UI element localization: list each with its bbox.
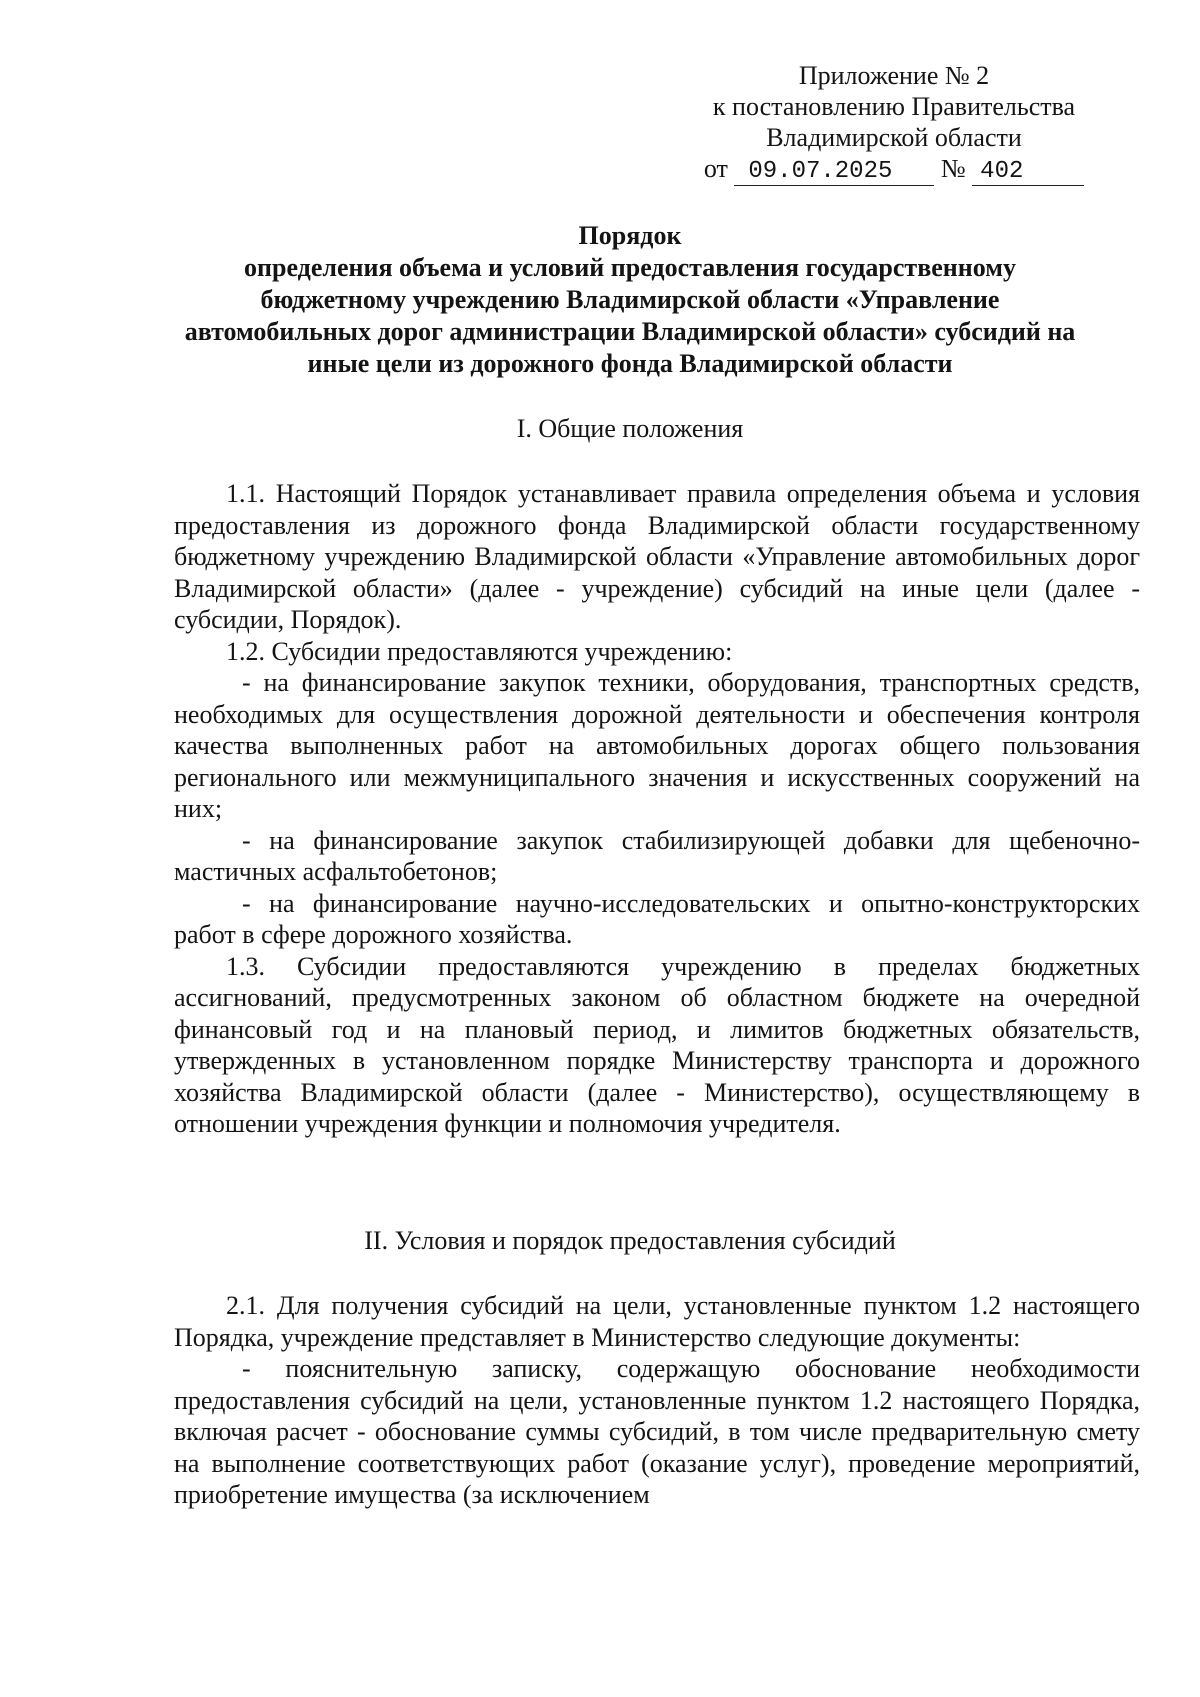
appendix-resolution-ref: к постановлению Правительства <box>712 92 1076 121</box>
paragraph-1-2: 1.2. Субсидии предоставляются учреждению: <box>226 636 733 666</box>
section-1-body <box>174 478 1140 1140</box>
resolution-date-number <box>684 153 1104 185</box>
appendix-title: Приложение № 2 <box>798 61 990 90</box>
paragraph-1-2-item-2: - на финансирование закупок стабилизирующей добавки для щебеночно-мастичных асфальтобетонов; <box>174 825 1140 886</box>
from-label: от <box>703 154 728 183</box>
section-1-heading: I. Общие положения <box>516 414 744 443</box>
title-line-5: иные цели из дорожного фонда Владимирской области <box>307 349 953 378</box>
resolution-date: 09.07.2025 <box>734 159 934 186</box>
paragraph-1-3: 1.3. Субсидии предоставляются учреждению в пределах бюджетных ассигнований, предусмотренных законом об областном бюджете на очередной финансовый год и на плановый период, и лимитов бюджетных обязательств, утвержденных в установленном порядке Министерству транспорта и дорожного хозяйства Владимирской области (далее - Министерство), осуществляющему в отношении учреждения функции и полномочия учредителя. <box>174 951 1140 1138</box>
document-title <box>160 220 1100 380</box>
paragraph-2-1-item-1: - пояснительную записку, содержащую обоснование необходимости предоставления субсидий на цели, установленные пунктом 1.2 настоящего Порядка, включая расчет - обоснование суммы субсидий, в том числе предварительную смету на выполнение соответствующих работ (оказание услуг), проведение мероприятий, приобретение имущества (за исключением <box>174 1354 1140 1509</box>
section-2-body <box>174 1290 1140 1511</box>
title-line-3: бюджетному учреждению Владимирской области «Управление <box>260 285 1000 314</box>
paragraph-1-1: 1.1. Настоящий Порядок устанавливает правила определения объема и условия предоставления из дорожного фонда Владимирской области государственному бюджетному учреждению Владимирской области «Управление автомобильных дорог Владимирской области» (далее - учреждение) субсидий на иные цели (далее - субсидии, Порядок). <box>174 479 1140 634</box>
appendix-region: Владимирской области <box>766 123 1022 152</box>
number-sign: № <box>940 154 966 183</box>
appendix-header <box>684 60 1104 185</box>
paragraph-2-1: 2.1. Для получения субсидий на цели, установленные пунктом 1.2 настоящего Порядка, учреждение представляет в Министерство следующие документы: <box>174 1291 1140 1352</box>
paragraph-1-2-item-3: - на финансирование научно-исследовательских и опытно-конструкторских работ в сфере дорожного хозяйства. <box>174 888 1140 949</box>
section-2-heading: II. Условия и порядок предоставления субсидий <box>364 1226 896 1255</box>
resolution-number: 402 <box>972 159 1084 186</box>
title-line-1: Порядок <box>578 221 682 250</box>
title-line-4: автомобильных дорог администрации Владимирской области» субсидий на <box>184 317 1076 346</box>
paragraph-1-2-item-1: - на финансирование закупок техники, оборудования, транспортных средств, необходимых для осуществления дорожной деятельности и обеспечения контроля качества выполненных работ на автомобильных дорогах общего пользования регионального или межмуниципального значения и искусственных сооружений на них; <box>174 668 1140 823</box>
title-line-2: определения объема и условий предоставления государственному <box>244 253 1016 282</box>
